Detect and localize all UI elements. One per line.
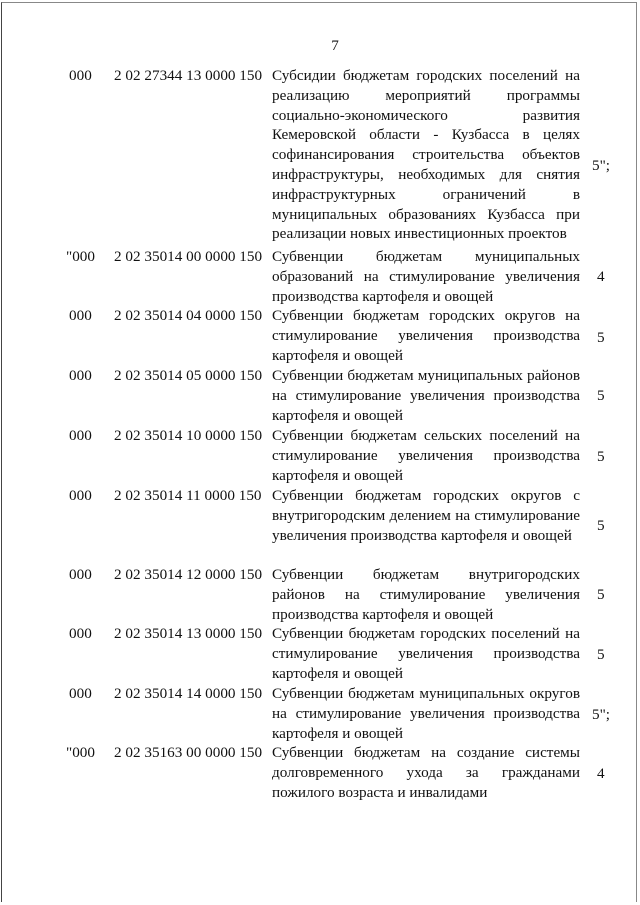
revenue-code: 2 02 27344 13 0000 150 bbox=[114, 67, 263, 84]
revenue-name: Субсидии бюджетам городских поселений на реализацию мероприятий программы социально-экономического развития Кемеровской области - Кузбасса в целях софинансирования строительства объектов инфраструктуры, необходимых для снятия инфраструктурных ограничений в муниципальных образованиях Кузбасса при реализации новых инвестиционных проектов bbox=[272, 67, 580, 243]
revenue-name: Субвенции бюджетам на создание системы долговременного ухода за гражданами пожилого возраста и инвалидами bbox=[272, 744, 580, 801]
admin-code: 000 bbox=[69, 487, 92, 504]
norm-value: 4 bbox=[597, 765, 605, 782]
revenue-name: Субвенции бюджетам городских поселений на стимулирование увеличения производства картофеля и овощей bbox=[272, 625, 580, 682]
revenue-name: Субвенции бюджетам сельских поселений на стимулирование увеличения производства картофеля и овощей bbox=[272, 427, 580, 484]
norm-value: 5 bbox=[597, 387, 605, 404]
revenue-name: Субвенции бюджетам муниципальных образований на стимулирование увеличения производства картофеля и овощей bbox=[272, 248, 580, 305]
revenue-code: 2 02 35014 13 0000 150 bbox=[114, 625, 263, 642]
admin-code: 000 bbox=[69, 625, 92, 642]
norm-value: 5 bbox=[597, 517, 605, 534]
revenue-name: Субвенции бюджетам городских округов с внутригородским делением на стимулирование увеличения производства картофеля и овощей bbox=[272, 487, 580, 544]
revenue-code: 2 02 35014 14 0000 150 bbox=[114, 685, 263, 702]
revenue-code: 2 02 35014 05 0000 150 bbox=[114, 367, 263, 384]
revenue-code: 2 02 35014 11 0000 150 bbox=[114, 487, 262, 504]
admin-code: 000 bbox=[69, 685, 92, 702]
revenue-code: 2 02 35014 12 0000 150 bbox=[114, 566, 263, 583]
norm-value: 5 bbox=[597, 329, 605, 346]
admin-code: 000 bbox=[69, 367, 92, 384]
revenue-name: Субвенции бюджетам внутригородских районов на стимулирование увеличения производства картофеля и овощей bbox=[272, 566, 580, 623]
revenue-name: Субвенции бюджетам городских округов на стимулирование увеличения производства картофеля и овощей bbox=[272, 307, 580, 364]
admin-code: 000 bbox=[69, 67, 92, 84]
revenue-code: 2 02 35014 10 0000 150 bbox=[114, 427, 263, 444]
revenue-name: Субвенции бюджетам муниципальных районов на стимулирование увеличения производства картофеля и овощей bbox=[272, 367, 580, 424]
revenue-code: 2 02 35014 00 0000 150 bbox=[114, 248, 263, 265]
norm-value: 5 bbox=[597, 646, 605, 663]
norm-value: 5"; bbox=[592, 706, 611, 723]
revenue-code: 2 02 35163 00 0000 150 bbox=[114, 744, 263, 761]
revenue-name: Субвенции бюджетам муниципальных округов на стимулирование увеличения производства картофеля и овощей bbox=[272, 685, 580, 742]
norm-value: 5 bbox=[597, 586, 605, 603]
page-number: 7 bbox=[331, 37, 339, 54]
norm-value: 5 bbox=[597, 448, 605, 465]
admin-code: 000 bbox=[69, 566, 92, 583]
admin-code: 000 bbox=[69, 427, 92, 444]
revenue-code: 2 02 35014 04 0000 150 bbox=[114, 307, 263, 324]
norm-value: 4 bbox=[597, 268, 605, 285]
admin-code: 000 bbox=[69, 307, 92, 324]
admin-code: "000 bbox=[66, 248, 95, 265]
admin-code: "000 bbox=[66, 744, 95, 761]
norm-value: 5"; bbox=[592, 157, 611, 174]
